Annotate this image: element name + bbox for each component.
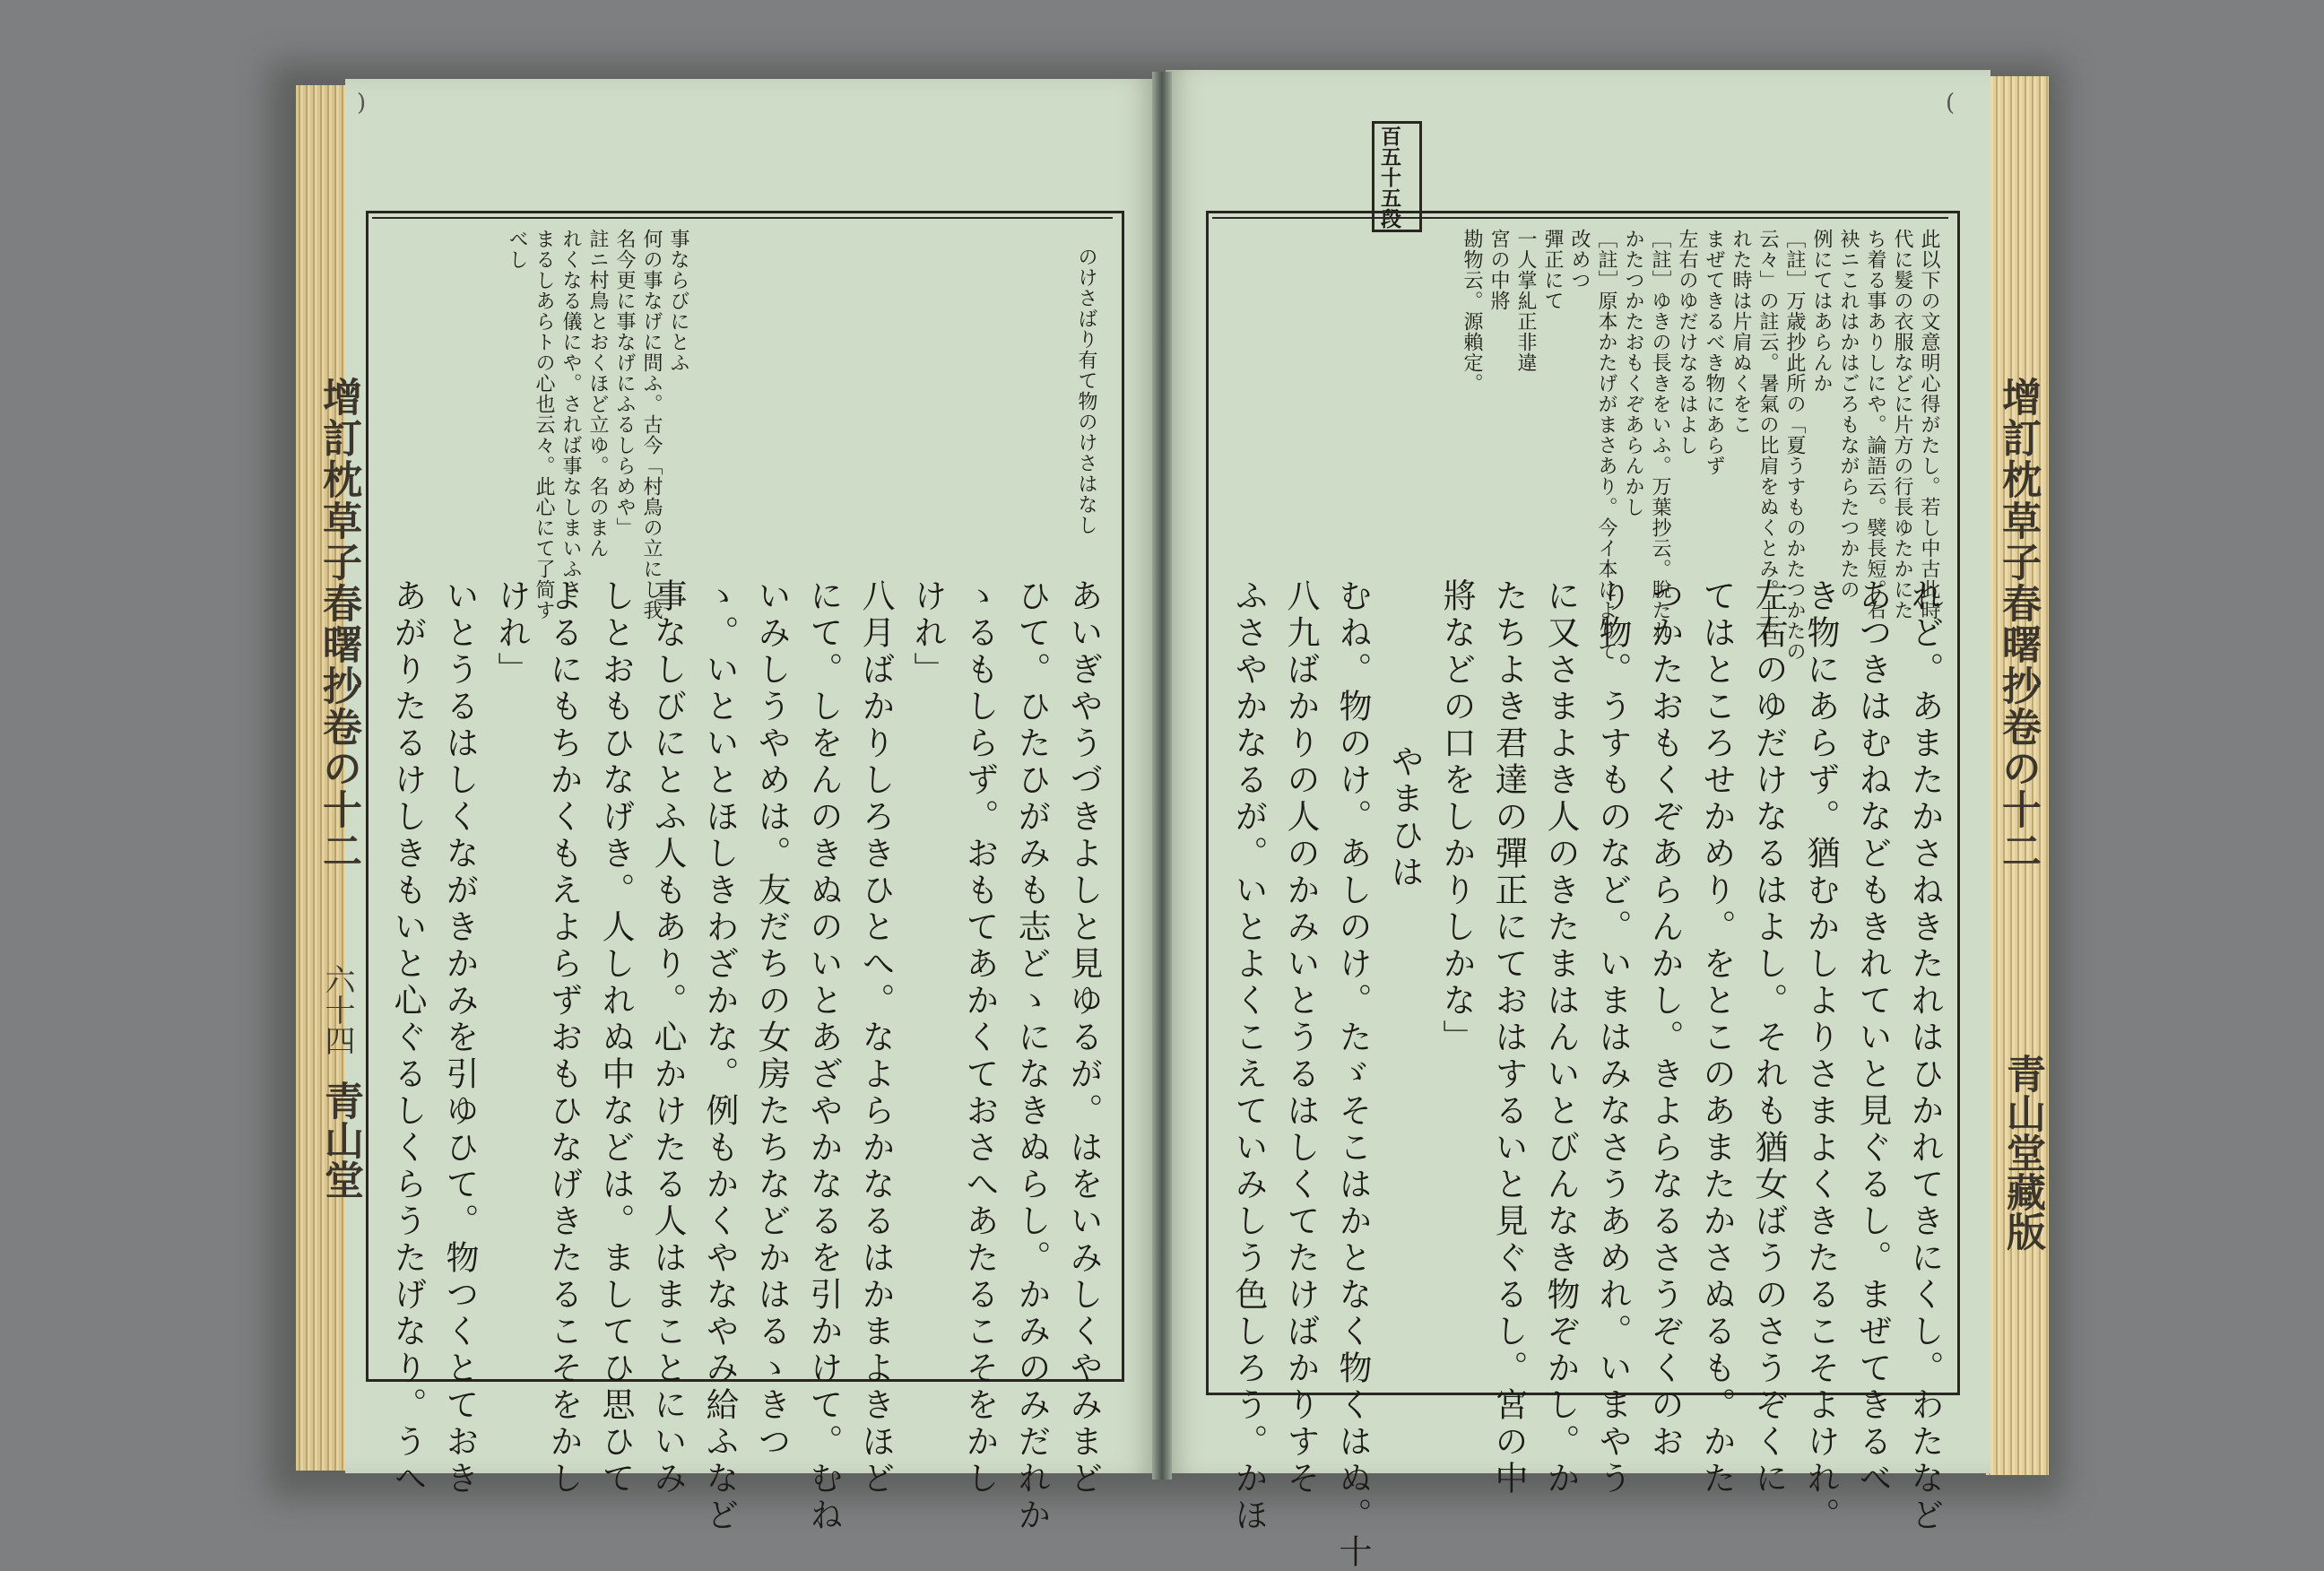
left-page-number: 六十四: [319, 964, 355, 1055]
right-main-column: 將などの口をしかりしかな」: [1437, 578, 1476, 1056]
right-note: 改めつ: [1568, 229, 1591, 291]
left-note: べし: [506, 229, 528, 270]
right-note: 勘物云。源賴定。: [1461, 229, 1483, 394]
left-note: れくなる儀にや。されば事なしまいふさ: [559, 229, 582, 600]
right-note: 此以下の文意明心得がたし。若し中古此時: [1918, 229, 1940, 621]
right-note: 宮の中將: [1487, 229, 1510, 311]
left-text-frame: [366, 211, 1124, 1382]
right-note: 彈正にて: [1541, 229, 1564, 311]
right-note: 例にてはあらんか: [1810, 229, 1833, 394]
left-note: 事ならびにとふ: [667, 229, 689, 373]
right-publisher: 青山堂藏版: [1999, 1054, 2045, 1251]
left-main-column: 事なしびにとふ人もあり。心かけたる人はまことにいみ: [648, 578, 687, 1497]
left-main-column: いみしうやめは。友だちの女房たちなどかはるゝきつ: [752, 578, 791, 1461]
right-note: ［註］原本かたげがまさあり。今イ本によりて: [1595, 229, 1617, 662]
left-inner-line: [372, 217, 1113, 219]
right-note: 代に髮の衣服などに片方の行長ゆたかにた: [1891, 229, 1913, 621]
left-note: のけさばり有て物のけさはなし: [1075, 247, 1097, 535]
right-note: かたつかたおもくぞあらんかし: [1622, 229, 1644, 517]
left-publisher: 青山堂: [317, 1081, 363, 1199]
right-note: ［註］ゆきの長きをいふ。万葉抄云。脫たれ: [1649, 229, 1671, 641]
right-main-column: てはところせかめり。をとこのあまたかさぬるも。かた: [1697, 578, 1736, 1497]
section-header: 百五十五段: [1377, 126, 1401, 229]
right-main-column: むね。物のけ。あしのけ。たゞそこはかとなく物くはぬ。十: [1333, 578, 1372, 1571]
right-main-column: 八九ばかりの人のかみいとうるはしくてたけばかりすそ: [1281, 578, 1320, 1497]
left-main-column: 八月ばかりしろきひとへ。なよらかなるはかまよきほど: [856, 578, 895, 1497]
right-note: 左右のゆだけなるはよし: [1676, 229, 1698, 456]
left-main-column: いとうるはしくながきかみを引ゆひて。物つくとておき: [440, 578, 479, 1497]
left-main-column: あいぎやうづきよしと見ゆるが。はをいみしくやみまど: [1064, 578, 1103, 1497]
left-corner-mark: ): [357, 90, 367, 117]
right-main-column: れど。あまたかさねきたれはひかれてきにくし。わたなど: [1905, 578, 1944, 1534]
left-main-column: ひて。ひたひがみも志どゝになきぬらし。かみのみだれか: [1012, 578, 1051, 1534]
left-note: まるしあらトの心也云々。此心にて了简す: [533, 229, 555, 621]
left-main-column: ゝ。いといとほしきわざかな。例もかくやなやみ給ふなど: [700, 578, 739, 1534]
book-gutter: [1152, 72, 1172, 1480]
right-inner-line: [1212, 217, 1948, 219]
left-main-column: よるにもちかくもえよらずおもひなげきたるこそをかし: [544, 578, 583, 1497]
right-main-column: あつきはむねなどもきれていと見ぐるし。まぜてきるべ: [1853, 578, 1892, 1497]
right-note: ［註］万歳抄此所の「夏うすものかたつかたの: [1783, 229, 1806, 662]
right-corner-mark: (: [1946, 90, 1955, 117]
left-main-column: あがりたるけしきもいと心ぐるしくらうたげなり。うへ: [388, 578, 427, 1497]
right-main-column: に又さまよき人のきたまはんいとびんなき物ぞかし。か: [1541, 578, 1580, 1497]
left-note: 名今更に事なげにふるしらめや」: [613, 229, 636, 538]
right-note: 一人掌糺正非違: [1514, 229, 1537, 373]
left-note: 註ニ村鳥とおくほど立ゆ。名のまん: [586, 229, 609, 559]
left-note: 何の事なげに問ふ。古今「村鳥の立にし我: [640, 229, 663, 621]
right-note: れた時は片肩ぬくをこ: [1730, 229, 1752, 435]
right-running-title: 增訂枕草子春曙抄卷の十二: [1995, 377, 2041, 872]
right-note: まぜてきるべき物にあらず: [1703, 229, 1725, 476]
right-main-column: り物。うすものなど。いまはみなさうあめれ。いまやう: [1593, 578, 1632, 1497]
left-running-title: 增訂枕草子春曙抄卷の十二: [316, 377, 361, 872]
right-note: 云々」の註云。暑氣の比肩をぬくとみ。上古: [1756, 229, 1779, 641]
right-main-column: たちよき君達の彈正にておはするいと見ぐるし。宮の中: [1489, 578, 1528, 1497]
right-main-column: 左右のゆだけなるはよし。それも猶女ばうのさうぞくに: [1749, 578, 1788, 1497]
right-main-column: ふさやかなるが。いとよくこえていみしう色しろう。かほ: [1229, 578, 1268, 1534]
right-note: 袂ニこれはかはごろもながらたつかたの: [1837, 229, 1860, 600]
left-main-column: にて。しをんのきぬのいとあざやかなるを引かけて。むね: [804, 578, 843, 1534]
right-main-column: き物にあらず。猶むかしよりさまよくきたるこそよけれ。: [1801, 578, 1840, 1534]
left-main-column: けれ」: [492, 578, 531, 689]
right-main-column: つかたおもくぞあらんかし。きよらなるさうぞくのお: [1645, 578, 1684, 1461]
right-main-column: やまひは: [1385, 744, 1424, 891]
left-main-column: ゝるもしらず。おもてあかくておさへあたるこそをかし: [960, 578, 999, 1497]
left-main-column: しとおもひなげき。人しれぬ中などは。ましてひ思ひて: [596, 578, 635, 1497]
right-note: ち着る事ありしにや。論語云。襞長短。右: [1864, 229, 1886, 621]
left-main-column: けれ」: [908, 578, 947, 689]
